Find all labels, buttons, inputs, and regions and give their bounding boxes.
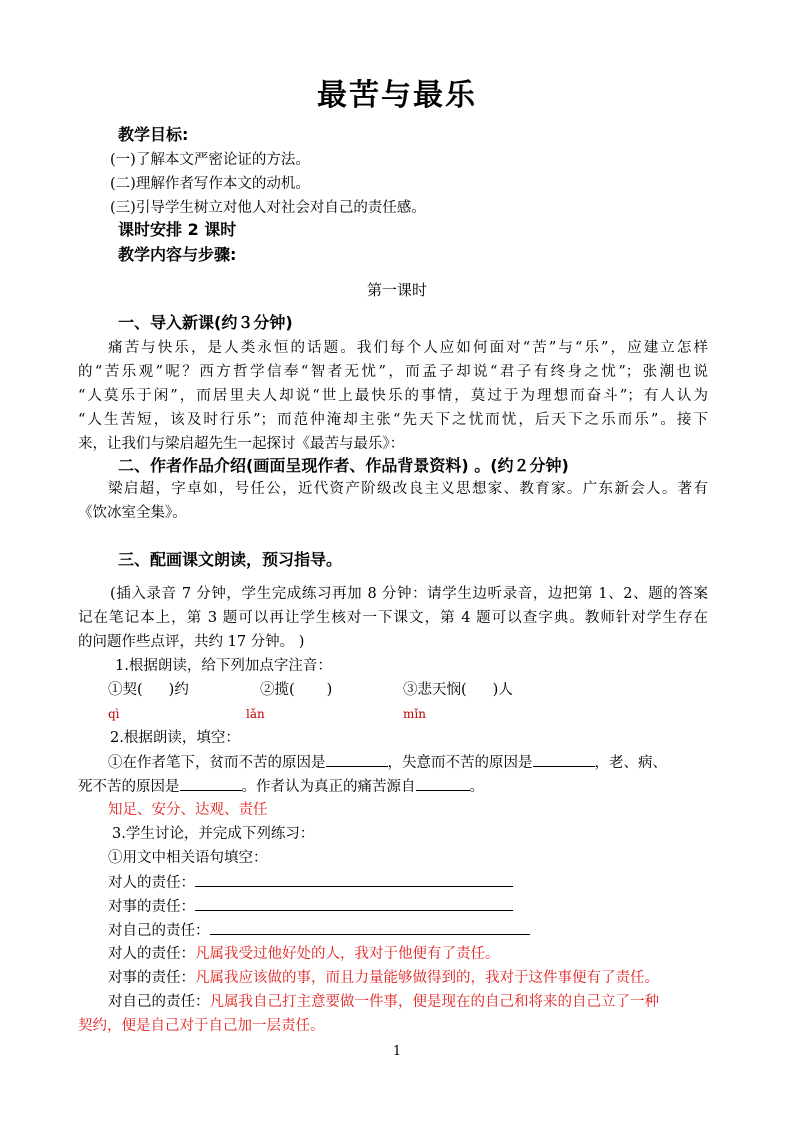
section-3-line: 的问题作些点评，共约 17 分钟。 ): [78, 634, 305, 650]
answer-line: 对自己的责任：凡属我自己打主意要做一件事，便是现在的自己和将来的自己立了一种: [108, 994, 659, 1010]
pinyin-answer: qì: [108, 707, 120, 721]
section-2-line: 梁启超，字卓如，号任公，近代资产阶级改良主义思想家、教育家。广东新会人。著有: [108, 481, 708, 497]
question-2-line: ①在作者笔下，贫而不苦的原因是 ，失意而不苦的原因是 ，老、病、: [108, 752, 667, 773]
schedule-heading: 课时安排 2 课时: [118, 220, 237, 239]
goal-item: (三)引导学生树立对他人对社会对自己的责任感。: [110, 200, 426, 216]
section-1-line: 痛苦与快乐，是人类永恒的话题。我们每个人应如何面对“苦”与“乐”，应建立怎样: [108, 340, 708, 356]
section-2-heading: 二、作者作品介绍(画面呈现作者、作品背景资料) 。(约２分钟): [118, 456, 569, 475]
answer-line: 对人的责任：凡属我受过他好处的人，我对于他便有了责任。: [108, 946, 500, 962]
fill-field: 对事的责任：: [108, 896, 513, 917]
section-1-line: “人莫乐于闲”，而居里夫人却说“世上最快乐的事情，莫过于为理想而奋斗”；有人认为: [78, 388, 708, 404]
section-3-heading: 三、配画课文朗读，预习指导。: [118, 550, 343, 569]
goal-item: (一)了解本文严密论证的方法。: [110, 152, 310, 168]
question-1-item: ③悲天悯( )人: [403, 682, 513, 698]
question-2-prompt: 2.根据朗读，填空：: [110, 730, 240, 746]
question-2-line: 死不苦的原因是 。作者认为真正的痛苦源自 。: [78, 776, 484, 797]
goals-heading: 教学目标:: [118, 125, 189, 144]
fill-field: 对自己的责任：: [108, 920, 530, 941]
question-2-answer: 知足、安分、达观、责任: [108, 802, 268, 818]
goal-item: (二)理解作者写作本文的动机。: [110, 176, 310, 192]
answer-line: 对事的责任：凡属我应该做的事，而且力量能够做得到的，我对于这件事便有了责任。: [108, 970, 659, 986]
section-1-line: “人生苦短，该及时行乐”；而范仲淹却主张“先天下之忧而忧，后天下之乐而乐”。接下: [78, 412, 708, 428]
question-1-item: ②揽( ): [260, 682, 333, 698]
fill-field: 对人的责任：: [108, 872, 513, 893]
question-3-sub: ①用文中相关语句填空：: [108, 850, 268, 866]
page-number: 1: [392, 1044, 402, 1059]
content-heading: 教学内容与步骤:: [118, 245, 237, 264]
section-1-heading: 一、导入新课(约３分钟): [118, 313, 293, 332]
section-1-line: 的“苦乐观”呢？西方哲学信奉“智者无忧”，而孟子却说“君子有终身之忧”；张潮也说: [78, 364, 708, 380]
question-1-item: ①契( )约: [108, 682, 189, 698]
pinyin-answer: mǐn: [403, 707, 426, 721]
section-2-line: 《饮冰室全集》。: [78, 505, 187, 521]
question-3-prompt: 3.学生讨论，并完成下列练习：: [112, 826, 315, 842]
section-1-line: 来，让我们与梁启超先生一起探讨《最苦与最乐》：: [78, 436, 405, 452]
section-3-line: (插入录音 7 分钟，学生完成练习再加 8 分钟：请学生边听录音，边把第 1、2、题的答案: [110, 586, 708, 602]
question-1-prompt: 1.根据朗读，给下列加点字注音：: [115, 658, 332, 674]
answer-line-continued: 契约，便是自己对于自己加一层责任。: [78, 1018, 325, 1034]
document-title: 最苦与最乐: [317, 78, 477, 113]
pinyin-answer: lǎn: [246, 707, 265, 721]
section-3-line: 记在笔记本上，第 3 题可以再让学生核对一下课文，第 4 题可以查字典。教师针对学生存在: [78, 610, 708, 626]
lesson-title: 第一课时: [366, 281, 427, 299]
